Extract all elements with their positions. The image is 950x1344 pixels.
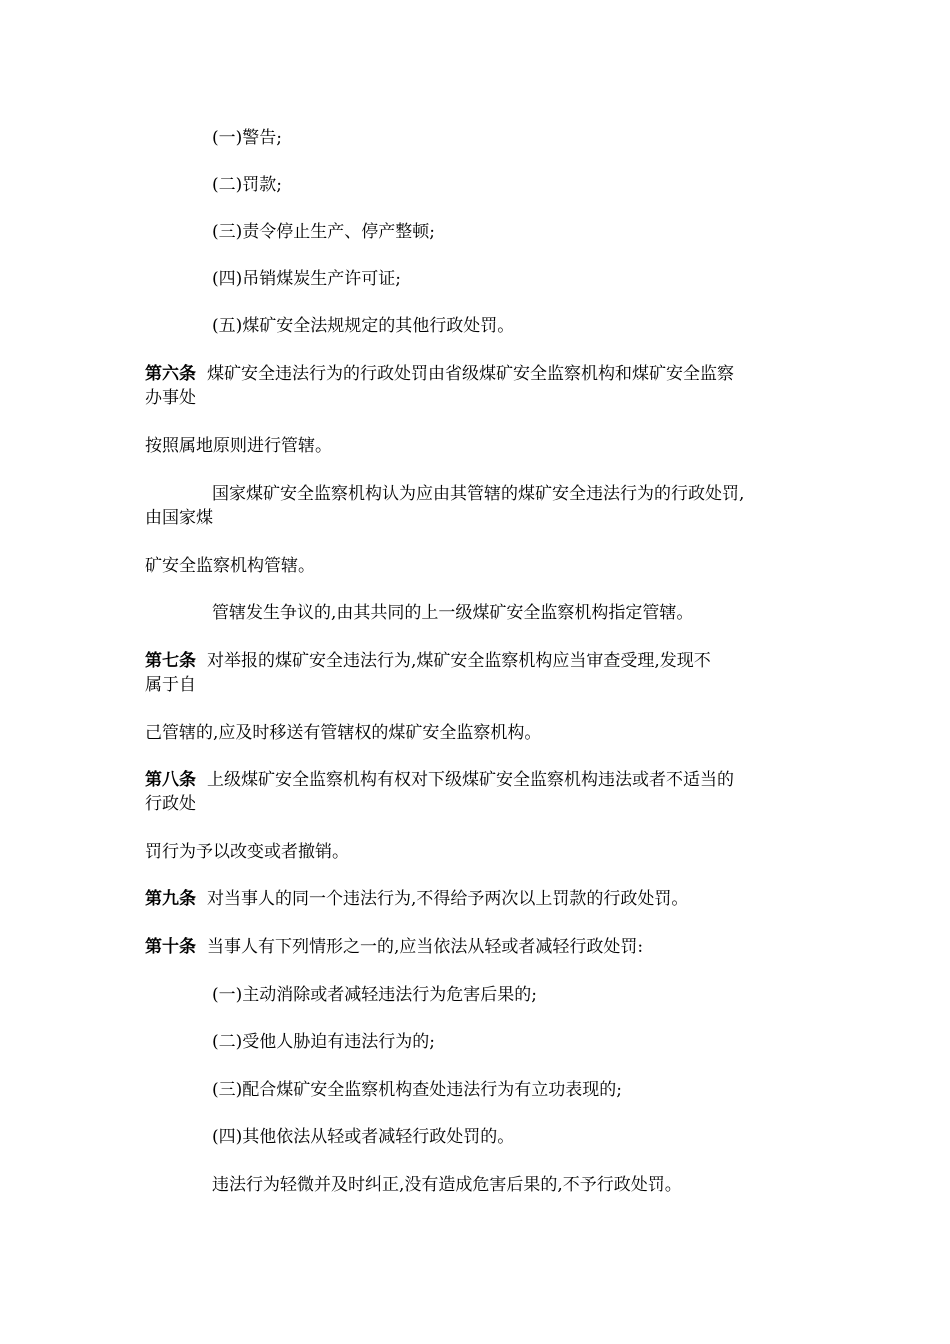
article-7-line-3: 己管辖的,应及时移送有管辖权的煤矿安全监察机构。 bbox=[145, 723, 542, 743]
article-9-text: 对当事人的同一个违法行为,不得给予两次以上罚款的行政处罚。 bbox=[207, 889, 689, 909]
article-6-line-2: 办事处 bbox=[145, 388, 196, 408]
article-10-item-4: (四)其他依法从轻或者减轻行政处罚的。 bbox=[212, 1127, 515, 1147]
list-item-revoke: (四)吊销煤炭生产许可证; bbox=[212, 269, 401, 289]
article-9 bbox=[145, 887, 688, 911]
article-10-item-3: (三)配合煤矿安全监察机构查处违法行为有立功表现的; bbox=[212, 1080, 622, 1100]
article-10-text: 当事人有下列情形之一的,应当依法从轻或者减轻行政处罚: bbox=[207, 937, 644, 957]
article-10-label: 第十条 bbox=[145, 937, 196, 957]
list-item-suspend: (三)责令停止生产、停产整顿; bbox=[212, 222, 435, 242]
article-10-closing: 违法行为轻微并及时纠正,没有造成危害后果的,不予行政处罚。 bbox=[212, 1175, 682, 1195]
article-10-item-1: (一)主动消除或者减轻违法行为危害后果的; bbox=[212, 985, 537, 1005]
article-8-line-1 bbox=[145, 768, 734, 792]
article-7-line-2: 属于自 bbox=[145, 675, 196, 695]
article-6-line-3: 按照属地原则进行管辖。 bbox=[145, 436, 332, 456]
list-item-warning: (一)警告; bbox=[212, 128, 282, 148]
article-6-text: 煤矿安全违法行为的行政处罚由省级煤矿安全监察机构和煤矿安全监察 bbox=[207, 364, 734, 384]
article-6-para-2-line-2: 由国家煤 bbox=[145, 508, 213, 528]
article-8-line-3: 罚行为予以改变或者撤销。 bbox=[145, 842, 349, 862]
article-6-line-1 bbox=[145, 362, 734, 386]
article-8-text: 上级煤矿安全监察机构有权对下级煤矿安全监察机构违法或者不适当的 bbox=[207, 770, 734, 790]
article-6-para-2-line-3: 矿安全监察机构管辖。 bbox=[145, 556, 315, 576]
list-item-other: (五)煤矿安全法规规定的其他行政处罚。 bbox=[212, 316, 515, 336]
article-7-line-1 bbox=[145, 649, 711, 673]
article-6-label: 第六条 bbox=[145, 364, 196, 384]
article-6-para-3: 管辖发生争议的,由其共同的上一级煤矿安全监察机构指定管辖。 bbox=[212, 603, 694, 623]
article-10-item-2: (二)受他人胁迫有违法行为的; bbox=[212, 1032, 435, 1052]
list-item-fine: (二)罚款; bbox=[212, 175, 282, 195]
article-7-text: 对举报的煤矿安全违法行为,煤矿安全监察机构应当审查受理,发现不 bbox=[207, 651, 711, 671]
article-6-para-2-line-1: 国家煤矿安全监察机构认为应由其管辖的煤矿安全违法行为的行政处罚, bbox=[212, 484, 745, 504]
article-7-label: 第七条 bbox=[145, 651, 196, 671]
article-8-label: 第八条 bbox=[145, 770, 196, 790]
article-10-line-1 bbox=[145, 935, 643, 959]
article-8-line-2: 行政处 bbox=[145, 794, 196, 814]
article-9-label: 第九条 bbox=[145, 889, 196, 909]
